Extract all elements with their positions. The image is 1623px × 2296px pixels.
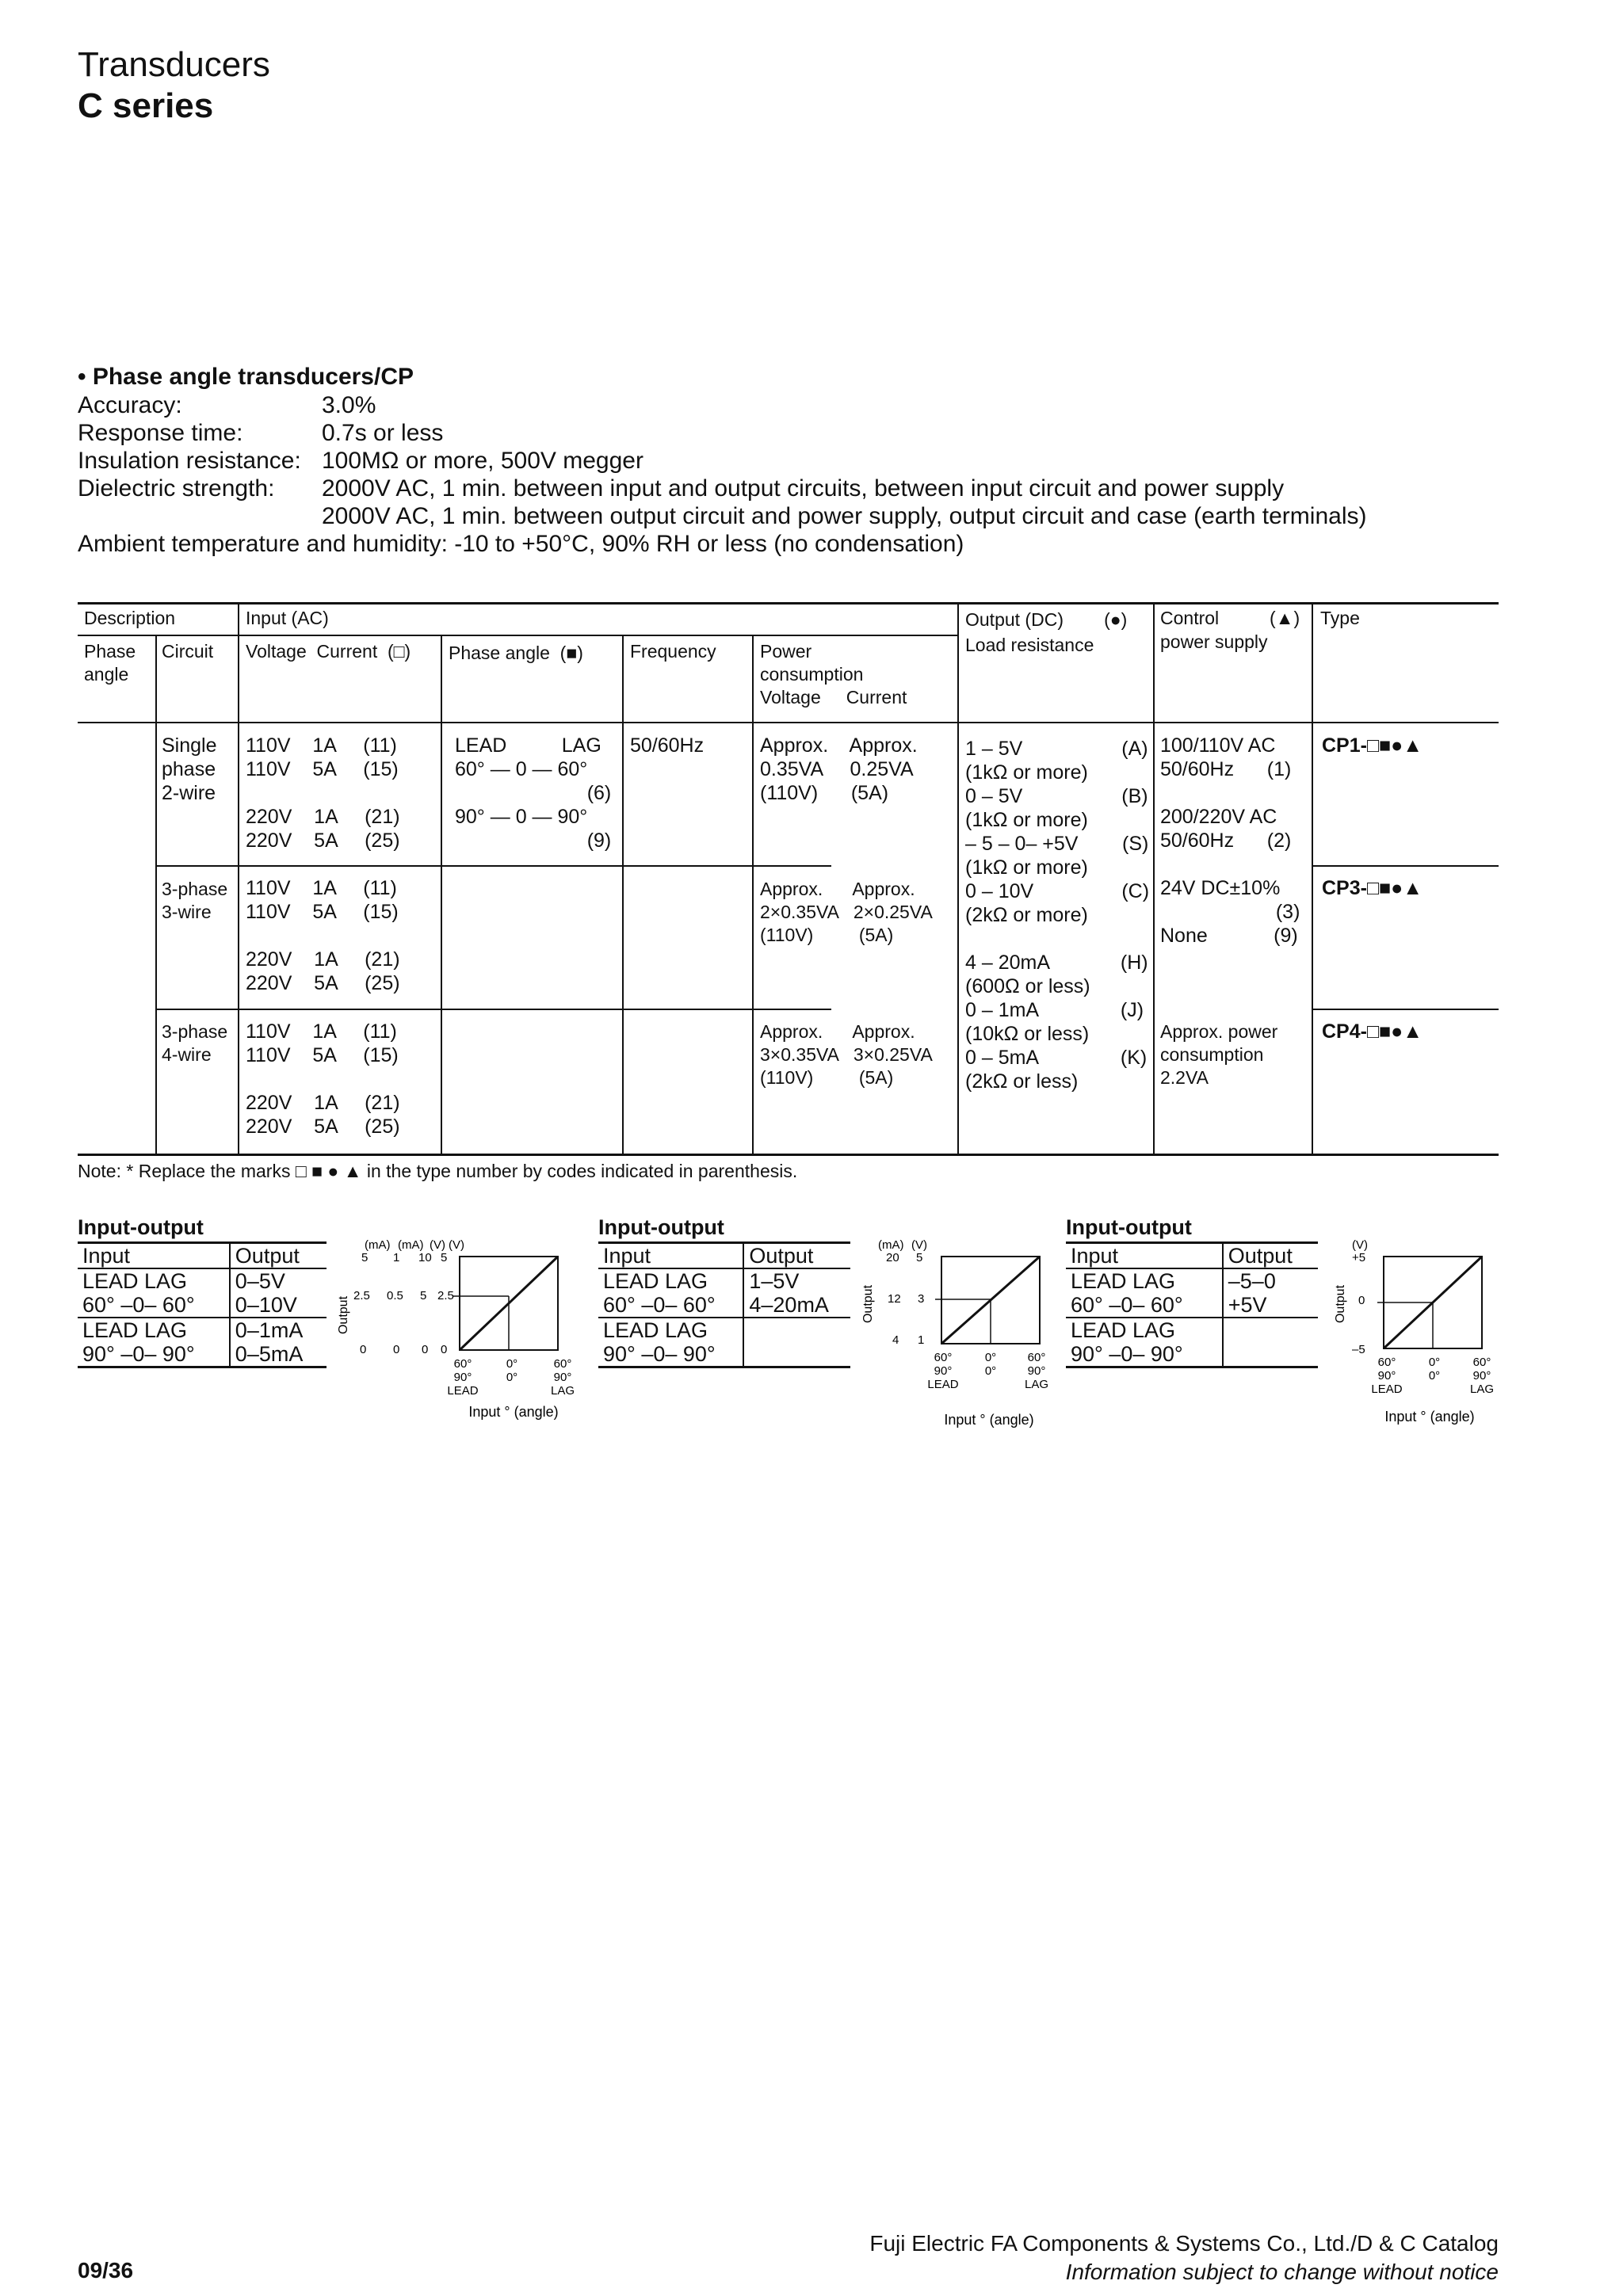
io-cell: 90° –0– 90° [598,1342,743,1367]
io-plot-2 [856,1236,1062,1442]
header-voltage-current: Voltage Current (□) [246,641,411,662]
io-header-input: Input [78,1243,230,1269]
tick-bot: 0 [422,1343,429,1356]
spec-table [78,602,1499,1155]
x-tick-lead: 60° [1377,1356,1396,1369]
control-ac: 100/110V AC 50/60Hz (1) 200/220V AC 50/60Hz (2) [1160,734,1292,852]
x-tick-lead: 90° [453,1371,472,1384]
unit-label: (V) [911,1238,927,1252]
spec-accuracy: Accuracy: 3.0% [78,392,376,418]
circuit-single-phase: Single phase 2-wire [162,734,217,804]
header-title: Transducers [78,45,270,84]
power-consumption-2: Approx. Approx. 2×0.35VA 2×0.25VA (110V) (5A) [760,879,933,945]
x-tick-lag: LAG [550,1384,575,1398]
tick-mid: 12 [888,1292,901,1306]
tick-top: 10 [418,1251,432,1264]
io-cell: +5V [1223,1293,1318,1318]
x-tick-zero: 0° [1428,1369,1441,1383]
unit-label: (V) [430,1238,445,1252]
io-cell: 90° –0– 90° [78,1342,230,1367]
x-axis-label: Input ° (angle) [944,1412,1034,1428]
x-tick-lag: 60° [1027,1351,1046,1364]
spec-ambient: Ambient temperature and humidity: -10 to +50°C, 90% RH or less (no condensation) [78,531,964,557]
io-cell [1223,1318,1318,1342]
io-cell [743,1342,850,1367]
circuit-3phase-3wire: 3-phase 3-wire [162,879,228,922]
io-title: Input-output [1066,1215,1192,1239]
power-consumption-3: Approx. Approx. 3×0.35VA 3×0.25VA (110V) (5A) [760,1021,933,1088]
control-power-consumption: Approx. power consumption 2.2VA [1160,1021,1278,1088]
x-tick-lag: LAG [1469,1383,1495,1396]
io-cell: 0–5mA [230,1342,327,1367]
io-cell: LEAD LAG [78,1318,230,1342]
x-tick-lag: 60° [553,1357,572,1371]
io-header-output: Output [1223,1243,1318,1269]
x-tick-zero: 0° [506,1371,518,1384]
io-cell: LEAD LAG [598,1318,743,1342]
tick-bot: 4 [892,1333,899,1347]
io-cell: LEAD LAG [78,1268,230,1293]
io-cell: –5–0 [1228,1269,1276,1293]
x-tick-zero: 0° [984,1364,997,1378]
io-cell: LEAD LAG [1066,1318,1223,1342]
type-cp3: CP3-□■●▲ [1322,877,1423,899]
x-axis-label: Input ° (angle) [1384,1409,1475,1425]
x-tick-lag: 90° [1027,1364,1046,1378]
spec-dielectric-2: 2000V AC, 1 min. between output circuit and power supply, output circuit and case (earth terminals) [322,503,1367,529]
header-power-consumption: Power consumption Voltage Current [760,641,907,707]
tick-mid: 2.5 [353,1289,370,1302]
io-cell: 4–20mA [743,1293,850,1318]
tick-bot: 1 [918,1333,925,1347]
x-tick-lead: 60° [934,1351,953,1364]
header-type: Type [1320,608,1360,628]
tick-mid: 3 [918,1292,925,1306]
tick-top: +5 [1352,1251,1366,1264]
io-cell [743,1318,850,1342]
io-cell: LEAD LAG [1066,1268,1223,1293]
x-tick-lag: 90° [1472,1369,1491,1383]
spec-response-time: Response time: 0.7s or less [78,420,444,446]
header-power-supply: power supply [1160,631,1268,652]
control-dc: 24V DC±10% (3) None (9) [1160,877,1300,947]
section-title: • Phase angle transducers/CP [78,364,414,390]
page-number: 09/36 [78,2258,134,2283]
unit-label: (V) [449,1238,464,1252]
voltage-current-3: 110V 1A (11) 110V 5A (15) 220V 1A (21) 220V 5A (25) [246,1020,400,1138]
y-axis-label: Output [337,1295,350,1335]
y-axis-label: Output [1334,1284,1347,1324]
io-header-output: Output [230,1243,327,1269]
io-cell: 60° –0– 60° [78,1293,230,1318]
x-axis-label: Input ° (angle) [468,1404,559,1420]
x-tick-lead: 90° [934,1364,953,1378]
tick-bot: 0 [393,1343,400,1356]
io-header-output: Output [743,1243,850,1269]
x-tick-zero: 0° [984,1351,997,1364]
io-plot-1 [333,1236,594,1442]
x-tick-lead: LEAD [447,1384,479,1398]
x-tick-lag: 60° [1472,1356,1491,1369]
tick-mid: 0 [1358,1294,1365,1307]
x-tick-zero: 0° [1428,1356,1441,1369]
tick-mid: 5 [420,1289,427,1302]
io-cell: 60° –0– 60° [598,1293,743,1318]
spec-dielectric: Dielectric strength: 2000V AC, 1 min. between input and output circuits, between input circuit and power supply [78,475,1285,502]
io-cell: 60° –0– 60° [1066,1293,1223,1318]
tick-bot: 0 [360,1343,367,1356]
tick-top: 5 [441,1251,448,1264]
header-output-dc: Output (DC) (●) [965,609,1128,630]
unit-label: (mA) [878,1238,904,1252]
y-axis-label: Output [861,1284,875,1324]
io-cell: LEAD LAG [598,1268,743,1293]
footer-notice: Information subject to change without notice [1065,2260,1499,2284]
io-header-input: Input [1066,1243,1223,1269]
tick-top: 5 [361,1251,369,1264]
unit-label: (mA) [398,1238,424,1252]
unit-label: (mA) [365,1238,391,1252]
io-cell: 1–5V [749,1269,800,1293]
tick-bot: 0 [441,1343,448,1356]
voltage-current-2: 110V 1A (11) 110V 5A (15) 220V 1A (21) 220V 5A (25) [246,877,400,994]
header-subtitle: C series [78,86,214,125]
io-title: Input-output [78,1215,204,1239]
spec-insulation: Insulation resistance: 100MΩ or more, 500V megger [78,448,643,474]
io-cell: 0–1mA [235,1318,304,1342]
io-cell [1223,1342,1318,1367]
io-cell: 0–10V [230,1293,327,1318]
footer-company: Fuji Electric FA Components & Systems Co., Ltd./D & C Catalog [869,2231,1499,2256]
x-tick-lag: LAG [1024,1378,1049,1391]
header-description: Description [84,608,176,628]
output-load-list: 1 – 5V (A) (1kΩ or more) 0 – 5V (B) (1kΩ or more) – 5 – 0– +5V (S) (1kΩ or more) 0 – 10V (C) (2kΩ or more) 4 – 20mA (H) (600Ω or less) 0 – 1mA (J) (10kΩ or less) 0 – 5mA (K) (2kΩ or less) [965,738,1150,1093]
x-tick-lead: 90° [1377,1369,1396,1383]
header-circuit: Circuit [162,641,214,662]
tick-bot: –5 [1352,1343,1365,1356]
type-cp1: CP1-□■●▲ [1322,734,1423,757]
io-header-input: Input [598,1243,743,1269]
table-note: Note: * Replace the marks □ ■ ● ▲ in the type number by codes indicated in parenthesis. [78,1161,798,1181]
x-tick-lead: LEAD [927,1378,959,1391]
io-block-3 [1066,1215,1318,1368]
header-frequency: Frequency [630,641,716,662]
frequency-value: 50/60Hz [630,734,705,757]
io-cell: 0–5V [235,1269,285,1293]
x-tick-zero: 0° [506,1357,518,1371]
io-cell: 90° –0– 90° [1066,1342,1223,1367]
header-phase-angle-desc: Phase angle [84,641,136,685]
header-phase-angle: Phase angle (■) [449,643,583,663]
x-tick-lag: 90° [553,1371,572,1384]
phase-angle-values: LEAD LAG 60° — 0 — 60° (6) 90° — 0 — 90° (9) [455,734,612,852]
tick-top: 1 [393,1251,400,1264]
io-plot-3 [1323,1236,1514,1442]
io-block-1 [78,1215,327,1368]
tick-mid: 0.5 [387,1289,403,1302]
x-tick-lead: 60° [453,1357,472,1371]
tick-mid: 2.5 [437,1289,454,1302]
circuit-3phase-4wire: 3-phase 4-wire [162,1021,228,1065]
header-input-ac: Input (AC) [246,608,329,628]
header-load-resistance: Load resistance [965,635,1094,655]
io-title: Input-output [598,1215,724,1239]
x-tick-lead: LEAD [1371,1383,1403,1396]
header-control: Control (▲) [1160,608,1300,628]
type-cp4: CP4-□■●▲ [1322,1020,1423,1043]
io-block-2 [598,1215,850,1368]
tick-top: 20 [886,1251,899,1264]
unit-label: (V) [1352,1238,1368,1252]
power-consumption-1: Approx. Approx. 0.35VA 0.25VA (110V) (5A) [760,734,918,804]
voltage-current-1: 110V 1A (11) 110V 5A (15) 220V 1A (21) 220V 5A (25) [246,734,400,852]
tick-top: 5 [916,1251,923,1264]
